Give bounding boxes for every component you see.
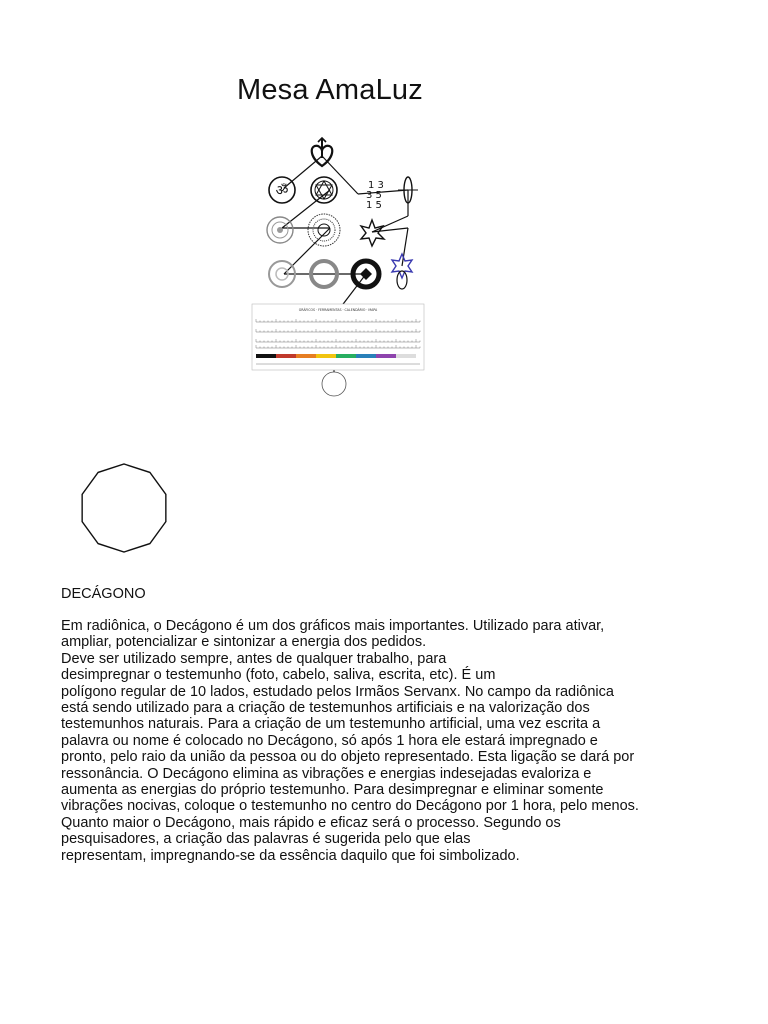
section-heading: DECÁGONO (61, 586, 146, 602)
symbol-glyphs-icon: 1 3 (368, 180, 384, 191)
decagon-figure (78, 462, 170, 554)
body-line: desimpregnar o testemunho (foto, cabelo, saliva, escrita, etc). É um (61, 667, 496, 684)
blue-star-pendulum-icon (392, 254, 412, 289)
ruler-header-text: GRÁFICOS · FERRAMENTAS · CALENDÁRIO · MAPA (298, 308, 378, 312)
body-line: pronto, pelo raio da união da pessoa ou do objeto representado. Esta ligação se dará por (61, 749, 635, 766)
sunburst-circle-icon (308, 214, 340, 246)
body-line: ressonância. O Decágono elimina as vibrações e energias indesejadas evaloriza e (61, 765, 592, 782)
mesa-amaluz-diagram (248, 136, 428, 398)
body-line: está sendo utilizado para a criação de testemunhos artificiais e na valorização dos (61, 700, 590, 717)
body-line: polígono regular de 10 lados, estudado pelos Irmãos Servanx. No campo da radiônica (61, 683, 614, 700)
witness-circle-icon (322, 372, 346, 396)
body-line: Em radiônica, o Decágono é um dos gráficos mais importantes. Utilizado para ativar, (61, 618, 605, 634)
om-circle-icon (269, 177, 295, 203)
spiral-circle-icon (267, 217, 293, 243)
body-line: vibrações nocivas, coloque o testemunho no centro do Decágono por 1 hora, pelo menos. (61, 798, 639, 815)
seven-point-star-icon (361, 220, 384, 246)
svg-text:3 5: 3 5 (366, 190, 382, 201)
body-line: pesquisadores, a criação das palavras é sugerida pelo que elas (61, 831, 471, 848)
body-line: representam, impregnando-se da essência daquilo que foi simbolizado. (61, 847, 520, 864)
radionic-ruler-graphic (252, 304, 424, 370)
body-line: Quanto maior o Decágono, mais rápido e eficaz será o processo. Segundo os (61, 814, 561, 831)
body-line: testemunhos naturais. Para a criação de um testemunho artificial, uma vez escrita a (61, 716, 601, 733)
body-paragraph (61, 618, 701, 864)
star-circle-icon (311, 177, 337, 203)
svg-text:ॐ: ॐ (275, 183, 289, 199)
body-line: Deve ser utilizado sempre, antes de qualquer trabalho, para (61, 650, 447, 667)
decagon-shape (82, 464, 166, 552)
page-title: Mesa AmaLuz (237, 74, 423, 106)
body-line: aumenta as energias do próprio testemunho. Para desimpregnar e eliminar somente (61, 782, 604, 799)
body-line: ampliar, potencializar e sintonizar a energia dos pedidos. (61, 634, 427, 651)
body-line: palavra ou nome é colocado no Decágono, só após 1 hora ele estará impregnado e (61, 732, 598, 749)
svg-text:1 5: 1 5 (366, 200, 382, 211)
